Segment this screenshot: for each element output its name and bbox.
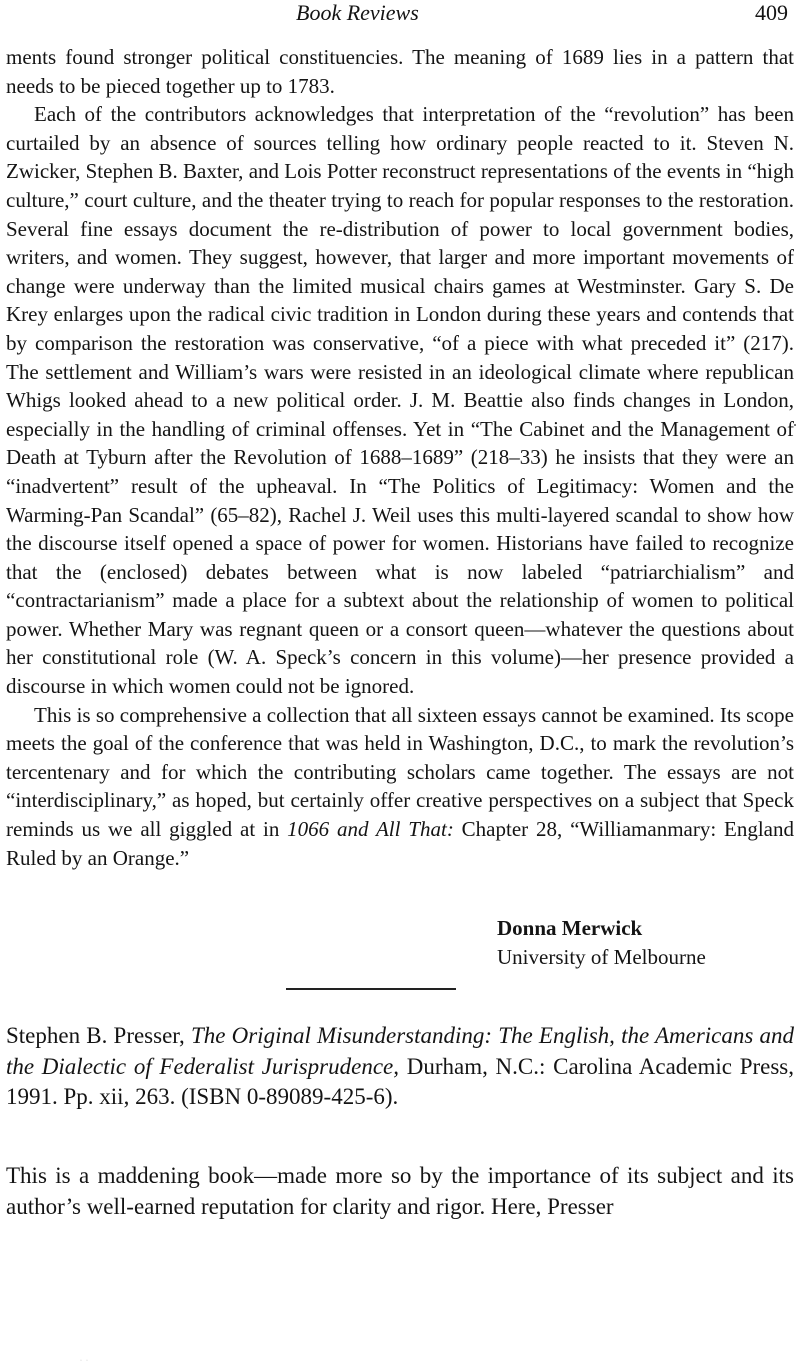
running-head-title: Book Reviews bbox=[296, 0, 419, 25]
section-divider bbox=[286, 988, 456, 990]
margin-speck bbox=[794, 424, 796, 426]
paragraph-contributors: Each of the contributors acknowledges that interpretation of the “revolution” has been curtailed by an absence of sources telling how ordinary people reacted to it. Steven N. Zwicker, Stephen B. Baxter, and Lois Potter reconstruct representations of the events in “high culture,” court culture, and the theater trying to reach for popular responses to the restoration. Several fine essays document the re-distribution of power to local government bodies, writers, and women. They suggest, however, that larger and more important movements of change were underway than the limited musical chairs games at Westminster. Gary S. De Krey enlarges upon the radical civic tradition in London during these years and contends that by comparison the restoration was conservative, “of a piece with what preceded it” (217). The settlement and William’s wars were resisted in an ideological climate where republican Whigs looked ahead to a new political order. J. M. Beattie also finds changes in London, especially in the handling of criminal offenses. Yet in “The Cabinet and the Management of Death at Tyburn after the Revolution of 1688–1689” (218–33) he insists that they were an “inadvertent” result of the upheaval. In “The Politics of Legitimacy: Women and the Warming-Pan Scandal” (65–82), Rachel J. Weil uses this multi-layered scandal to show how the discourse itself opened a space of power for women. Historians have failed to recognize that the (enclosed) debates between what is now labeled “patriarchialism” and “contractarianism” made a place for a subtext about the relationship of women to political power. Whether Mary was regnant queen or a consort queen—whatever the questions about her constitutional role (W. A. Speck’s concern in this volume)—her presence provided a discourse in which women could not be ignored. bbox=[6, 102, 794, 699]
paragraph-conclusion-text: This is so comprehensive a collection that all sixteen essays cannot be examined. Its scope meets the goal of the conference that was held in Washington, D.C., to mark the revolution’s tercentenary and for which the contributing scholars came together. The essays are not “interdisciplinary,” as hoped, but certainly offer creative perspectives on a subject that Speck reminds us we all giggled at in bbox=[6, 702, 794, 842]
book-title-1066: 1066 and All That: bbox=[287, 817, 454, 842]
running-head bbox=[0, 0, 800, 28]
citation-title: The Original Misunderstanding: The English, the Americans and the Dialectic of Federalist Jurisprudence, bbox=[6, 1023, 794, 1079]
book-citation bbox=[6, 1021, 794, 1113]
paragraph-continuation: ments found stronger political constituencies. The meaning of 1689 lies in a pattern that needs to be pieced together up to 1783. bbox=[6, 45, 794, 98]
reviewer-affiliation: University of Melbourne bbox=[497, 944, 706, 969]
citation-publication: Durham, N.C.: Carolina Academic Press, 1991. Pp. xii, 263. (ISBN 0-89089-425-6). bbox=[6, 1053, 795, 1109]
paragraph-conclusion-end: Chapter 28, “Williamanmary: England Ruled by an Orange.” bbox=[6, 817, 794, 870]
reviewer-name: Donna Merwick bbox=[497, 916, 643, 940]
scan-artifact: ·· bbox=[80, 1358, 92, 1364]
next-review-opening: This is a maddening book—made more so by the importance of its subject and its author’s well-earned reputation for clarity and rigor. Here, Presser bbox=[6, 1163, 794, 1219]
reviewer-signature bbox=[497, 914, 797, 971]
review-body bbox=[6, 43, 794, 872]
citation-author: Stephen B. Presser, bbox=[6, 1023, 191, 1048]
page-number: 409 bbox=[755, 0, 788, 25]
paragraph-conclusion bbox=[6, 701, 794, 873]
